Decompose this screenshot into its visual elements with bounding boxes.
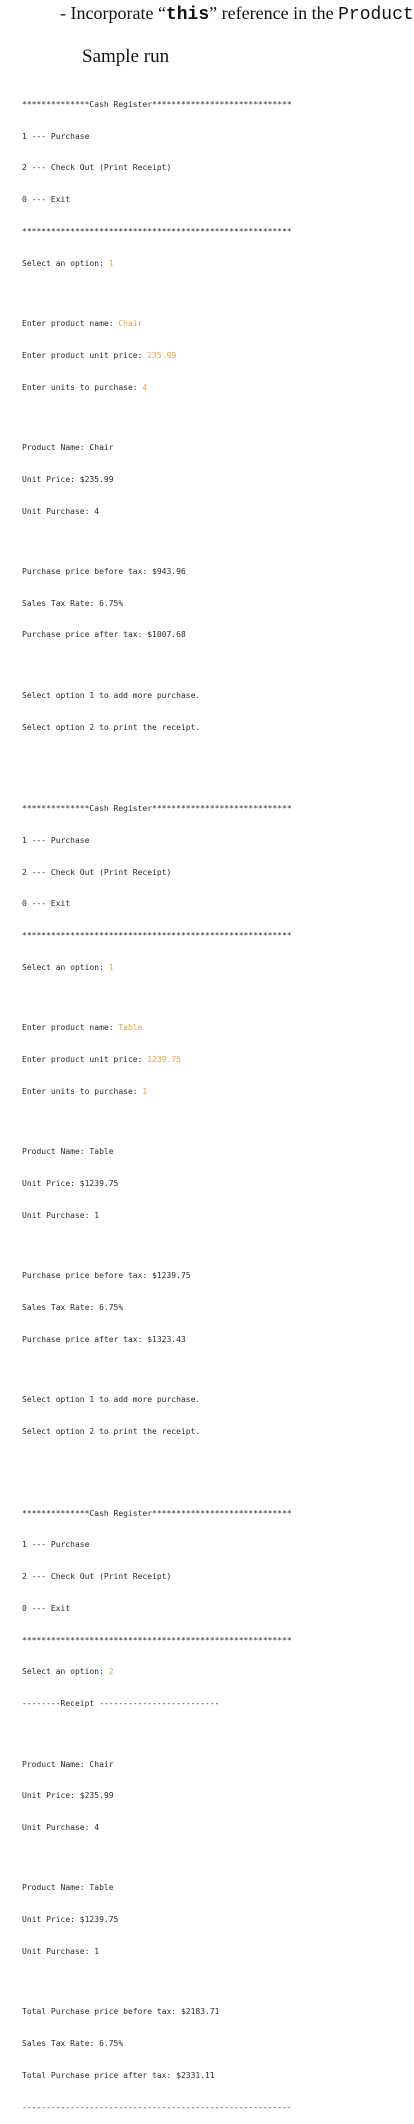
price-after-tax: Purchase price after tax: $1007.68 — [22, 630, 186, 640]
instruction-text-2: ” reference in the — [209, 3, 339, 23]
receipt-item-units: Unit Purchase: 4 — [22, 1823, 100, 1833]
console-output — [22, 68, 412, 2124]
instruction-text-1: Incorporate “ — [70, 3, 166, 23]
hint-print-receipt: Select option 2 to print the receipt. — [22, 1426, 201, 1436]
product-name-output: Product Name: Table — [22, 1147, 114, 1157]
unit-price-output: Unit Price: $235.99 — [22, 474, 114, 484]
name-prompt: Enter product name: — [22, 319, 119, 329]
option-line — [22, 259, 412, 270]
units-line — [22, 383, 412, 394]
units-prompt: Enter units to purchase: — [22, 382, 143, 392]
price-prompt: Enter product unit price: — [22, 350, 148, 360]
option-input: 2 — [108, 1667, 114, 1677]
class-name: Product — [338, 5, 414, 25]
name-input: Table — [118, 1023, 143, 1033]
total-tax-rate: Sales Tax Rate: 6.75% — [22, 2039, 124, 2049]
units-input: 1 — [142, 1086, 148, 1096]
option-prompt: Select an option: — [22, 258, 109, 268]
option-prompt: Select an option: — [22, 963, 109, 973]
this-keyword: this — [165, 5, 210, 25]
menu-checkout: 2 --- Check Out (Print Receipt) — [22, 1572, 172, 1582]
unit-price-output: Unit Price: $1239.75 — [22, 1179, 119, 1189]
price-input: 235.99 — [147, 350, 177, 360]
menu-border-top: **************Cash Register***************************** — [22, 99, 292, 109]
option-line — [22, 1667, 412, 1678]
menu-border-top: **************Cash Register***************************** — [22, 1508, 292, 1518]
menu-exit: 0 --- Exit — [22, 1603, 71, 1613]
receipt-item-name: Product Name: Table — [22, 1883, 114, 1893]
hint-add-more: Select option 1 to add more purchase. — [22, 1395, 201, 1405]
receipt-end-line: -------------------------------------------------------- — [22, 2102, 292, 2112]
price-line — [22, 351, 412, 362]
price-before-tax: Purchase price before tax: $943.96 — [22, 566, 186, 576]
units-prompt: Enter units to purchase: — [22, 1086, 143, 1096]
menu-checkout: 2 --- Check Out (Print Receipt) — [22, 163, 172, 173]
menu-purchase: 1 --- Purchase — [22, 131, 90, 141]
menu-checkout: 2 --- Check Out (Print Receipt) — [22, 867, 172, 877]
units-line — [22, 1087, 412, 1098]
menu-border-top: **************Cash Register***************************** — [22, 804, 292, 814]
units-input: 4 — [142, 382, 148, 392]
option-input: 1 — [108, 963, 114, 973]
receipt-item-price: Unit Price: $1239.75 — [22, 1915, 119, 1925]
menu-border-bottom: ******************************************************** — [22, 226, 292, 236]
name-prompt: Enter product name: — [22, 1023, 119, 1033]
menu-purchase: 1 --- Purchase — [22, 835, 90, 845]
price-after-tax: Purchase price after tax: $1323.43 — [22, 1334, 186, 1344]
name-input: Chair — [118, 319, 143, 329]
name-line — [22, 319, 412, 330]
sample-run-heading: Sample run — [82, 46, 170, 67]
sales-tax-rate: Sales Tax Rate: 6.75% — [22, 598, 124, 608]
menu-purchase: 1 --- Purchase — [22, 1540, 90, 1550]
price-line — [22, 1055, 412, 1066]
total-after-tax: Total Purchase price after tax: $2331.11 — [22, 2070, 215, 2080]
unit-purchase-output: Unit Purchase: 4 — [22, 506, 100, 516]
receipt-item-name: Product Name: Chair — [22, 1759, 114, 1769]
menu-border-bottom: ******************************************************** — [22, 931, 292, 941]
bullet: - — [60, 3, 66, 23]
price-input: 1239.75 — [147, 1055, 181, 1065]
hint-add-more: Select option 1 to add more purchase. — [22, 690, 201, 700]
menu-exit: 0 --- Exit — [22, 195, 71, 205]
price-prompt: Enter product unit price: — [22, 1055, 148, 1065]
option-prompt: Select an option: — [22, 1667, 109, 1677]
sales-tax-rate: Sales Tax Rate: 6.75% — [22, 1303, 124, 1313]
menu-border-bottom: ******************************************************** — [22, 1635, 292, 1645]
receipt-header: --------Receipt ------------------------- — [22, 1699, 220, 1709]
total-before-tax: Total Purchase price before tax: $2183.71 — [22, 2007, 220, 2017]
price-before-tax: Purchase price before tax: $1239.75 — [22, 1271, 191, 1281]
name-line — [22, 1023, 412, 1034]
unit-purchase-output: Unit Purchase: 1 — [22, 1210, 100, 1220]
option-line — [22, 963, 412, 974]
option-input: 1 — [108, 258, 114, 268]
menu-exit: 0 --- Exit — [22, 899, 71, 909]
product-name-output: Product Name: Chair — [22, 442, 114, 452]
instruction-line — [60, 3, 414, 25]
receipt-item-units: Unit Purchase: 1 — [22, 1947, 100, 1957]
hint-print-receipt: Select option 2 to print the receipt. — [22, 722, 201, 732]
receipt-item-price: Unit Price: $235.99 — [22, 1791, 114, 1801]
